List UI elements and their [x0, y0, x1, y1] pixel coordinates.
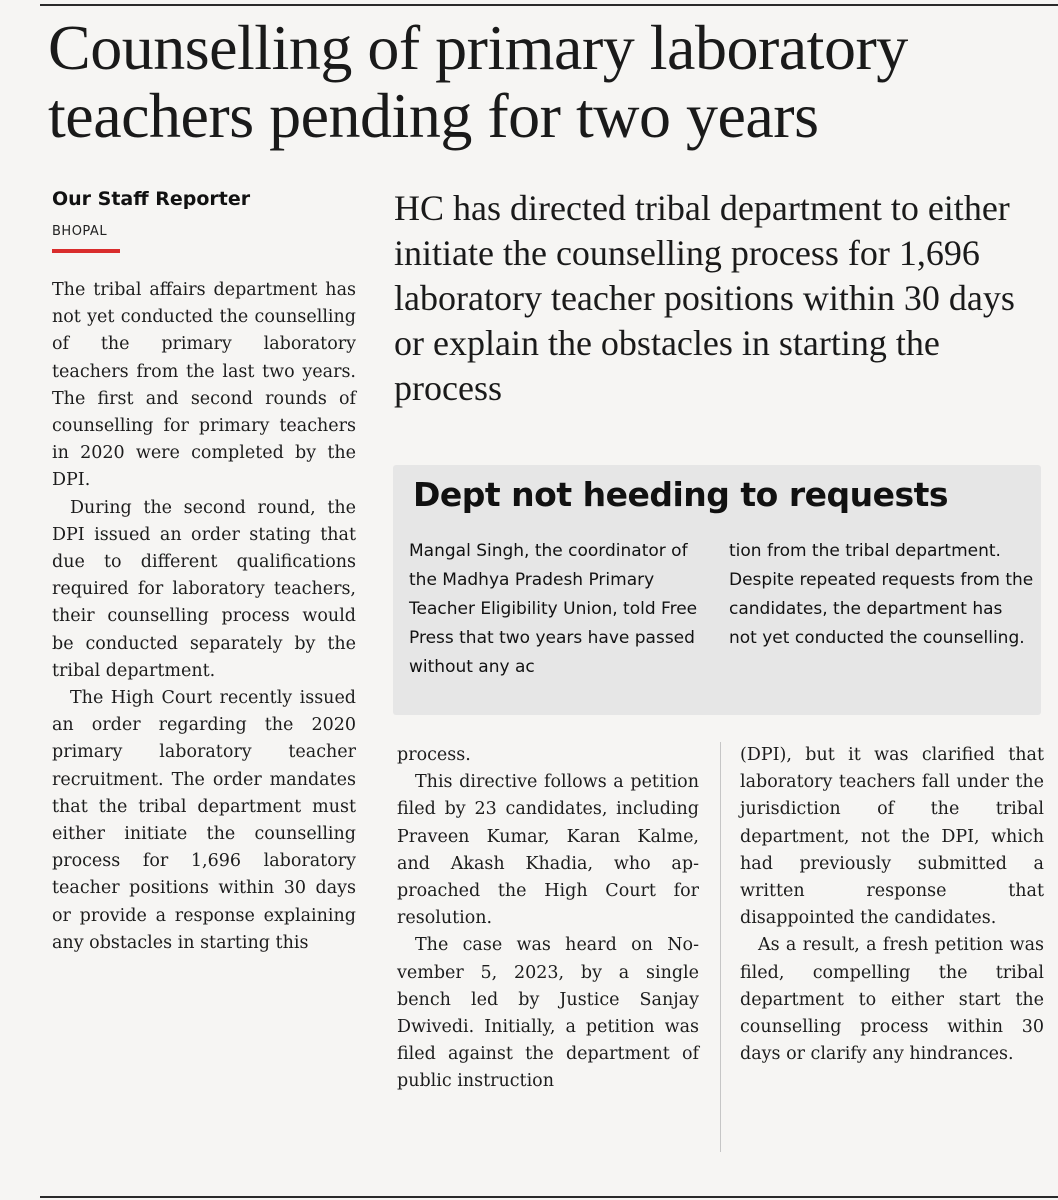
column-1-paragraph-1: The tribal affairs department has not yet conducted the counselling of the primary laboratory teachers from the last two years. The first and second rounds of counselling for primary teachers in 2020 were completed by the DPI. — [52, 280, 356, 491]
column-2-paragraph-3: The case was heard on November 5, 2023, by a single bench led by Justice Sanjay Dwivedi. Initially, a petition was filed against the department of public instruction — [397, 935, 699, 1092]
dateline-accent-bar — [52, 249, 120, 253]
column-3-paragraph-1: (DPI), but it was clarified that laboratory teachers fall under the jurisdiction of the tribal department, not the DPI, which had previously submitted a written response that disappointed the candidates. — [740, 745, 1044, 929]
column-1-paragraph-2: During the second round, the DPI issued an order stating that due to different qualifications required for laboratory teachers, their counselling process would be conducted separately by the tribal department. — [52, 497, 356, 681]
article-column-1 — [52, 277, 356, 957]
sidebar-box-column-1: Mangal Singh, the coordinator of the Madhya Pradesh Primary Teacher Eligibility Union, told Free Press that two years have passed without any ac — [409, 541, 698, 677]
byline: Our Staff Reporter — [52, 188, 251, 210]
column-2-paragraph-2: This directive follows a petition filed by 23 candidates, including Praveen Kumar, Karan Kalme, and Akash Khadia, who approached the High Court for resolution. — [397, 772, 699, 929]
headline: Counselling of primary laboratory teachers pending for two years — [48, 12, 908, 151]
sidebar-box — [393, 465, 1041, 715]
standfirst: HC has directed tribal department to either initiate the counselling process for 1,696 laboratory teacher positions within 30 days or explain the obstacles in starting the process — [394, 188, 1015, 408]
column-2-paragraph-1: process. — [397, 745, 471, 765]
column-divider — [720, 742, 721, 1152]
bottom-rule — [40, 1196, 1058, 1198]
sidebar-box-column-2: tion from the tribal department. Despite repeated requests from the candidates, the department has not yet conducted the counselling. — [729, 541, 1034, 648]
article-column-3 — [740, 742, 1044, 1068]
top-rule — [40, 4, 1058, 6]
column-3-paragraph-2: As a result, a fresh petition was filed, compelling the tribal department to either start the counselling process within 30 days or clarify any hindrances. — [740, 935, 1044, 1065]
dateline: BHOPAL — [52, 224, 108, 239]
sidebar-box-title: Dept not heeding to requests — [413, 475, 949, 514]
article-column-2 — [397, 742, 699, 1096]
column-1-paragraph-3: The High Court recently issued an order regarding the 2020 primary laboratory teacher recruitment. The order mandates that the tribal department must either initiate the counselling process for 1,696 laboratory teacher positions within 30 days or provide a response explaining any obstacles in starting this — [52, 688, 356, 953]
